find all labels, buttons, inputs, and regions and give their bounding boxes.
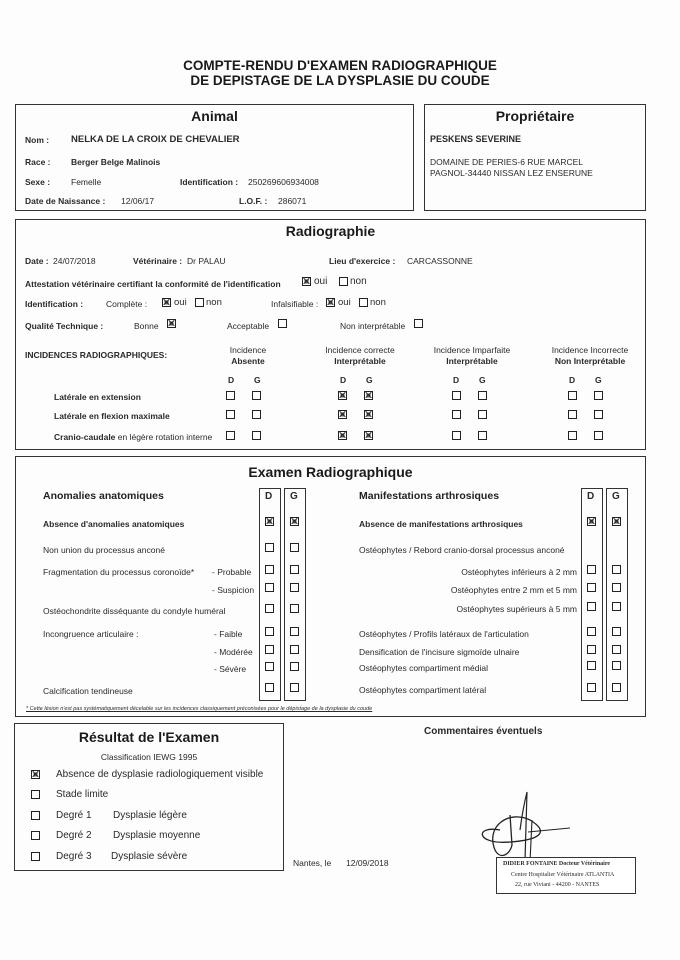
resultat-option-0-label: Absence de dysplasie radiologiquement visible: [56, 769, 264, 780]
arthrosique-3-g-checkbox[interactable]: [612, 583, 621, 592]
attestation-non-label: non: [350, 276, 367, 287]
col-correcte-g: G: [366, 375, 373, 385]
complete-oui-label: oui: [174, 297, 187, 308]
qualite-non-interpretable-checkbox[interactable]: [414, 319, 423, 328]
anomalie-4-g-checkbox[interactable]: [290, 604, 299, 613]
anomalie-label-5: Incongruence articulaire :: [43, 629, 139, 639]
resultat-option-2-label: Dysplasie légère: [113, 810, 187, 821]
col-imparfaite-line1: Incidence Imparfaite: [433, 345, 511, 355]
anomalie-3-g-checkbox[interactable]: [290, 583, 299, 592]
arthrosiques-title: Manifestations arthrosiques: [359, 490, 500, 502]
radiographie-section-title: Radiographie: [285, 223, 376, 239]
attestation-non-checkbox[interactable]: [339, 277, 348, 286]
proprietaire-adresse-line2: PAGNOL-34440 NISSAN LEZ ENSERUNE: [430, 168, 593, 178]
infalsifiable-non-label: non: [370, 297, 386, 308]
incidence-row-1-label: Latérale en extension: [54, 392, 141, 402]
col-absente-d: D: [228, 375, 235, 385]
signature-date: 12/09/2018: [346, 858, 389, 868]
resultat-option-1-checkbox[interactable]: [31, 790, 40, 799]
row1-incorrecte-d-checkbox[interactable]: [568, 391, 577, 400]
date-label: Date :: [25, 256, 49, 266]
row1-correcte-g-checkbox[interactable]: [364, 391, 373, 400]
row2-absente-g-checkbox[interactable]: [252, 410, 261, 419]
arthrosique-0-g-checkbox[interactable]: [612, 517, 621, 526]
col-incorrecte-line1: Incidence Incorrecte: [551, 345, 629, 355]
anomalie-6-d-checkbox[interactable]: [265, 645, 274, 654]
anomalie-label-0: Absence d'anomalies anatomiques: [43, 519, 185, 529]
row3-absente-g-checkbox[interactable]: [252, 431, 261, 440]
anomalie-0-g-checkbox[interactable]: [290, 517, 299, 526]
anomalie-sub-2: - Probable: [212, 567, 252, 577]
proprietaire-section-title: Propriétaire: [495, 108, 575, 124]
row1-imparfaite-d-checkbox[interactable]: [452, 391, 461, 400]
arthrosiques-d-header: D: [587, 491, 595, 502]
anomalie-1-d-checkbox[interactable]: [265, 543, 274, 552]
resultat-option-4-grade: Degré 3: [56, 851, 92, 862]
qualite-label: Qualité Technique :: [25, 321, 104, 331]
col-absente-line1: Incidence: [229, 345, 267, 355]
arthrosique-3-d-checkbox[interactable]: [587, 583, 596, 592]
anomalie-label-4: Ostéochondrite disséquante du condyle huméral: [43, 606, 226, 616]
row2-correcte-d-checkbox[interactable]: [338, 410, 347, 419]
row1-correcte-d-checkbox[interactable]: [338, 391, 347, 400]
col-absente-line2: Absente: [231, 356, 265, 366]
arthrosique-label-3: Ostéophytes entre 2 mm et 5 mm: [450, 585, 577, 595]
row3-incorrecte-d-checkbox[interactable]: [568, 431, 577, 440]
commentaires-title: Commentaires éventuels: [424, 726, 543, 737]
resultat-classification: Classification IEWG 1995: [100, 752, 198, 762]
col-correcte-line2: Interprétable: [334, 356, 386, 366]
proprietaire-section: [424, 104, 646, 211]
col-incorrecte-line2: Non Interprétable: [554, 356, 626, 366]
infalsifiable-non-checkbox[interactable]: [359, 298, 368, 307]
qualite-option-non-interpretable: Non interprétable: [340, 321, 406, 331]
incidence-row-3-label: [54, 432, 212, 442]
anomalie-2-d-checkbox[interactable]: [265, 565, 274, 574]
arthrosique-7-g-checkbox[interactable]: [612, 661, 621, 670]
examen-section: [15, 456, 646, 717]
attestation-oui-label: oui: [314, 276, 328, 287]
attestation-label: Attestation vétérinaire certifiant la conformité de l'identification: [25, 279, 281, 289]
resultat-option-0-checkbox[interactable]: [31, 770, 40, 779]
identification-label: Identification :: [180, 177, 239, 187]
animal-lof: 286071: [278, 196, 307, 206]
arthrosique-4-g-checkbox[interactable]: [612, 602, 621, 611]
row3-imparfaite-d-checkbox[interactable]: [452, 431, 461, 440]
anomalie-label-1: Non union du processus anconé: [43, 545, 165, 555]
incidence-row-3-label-bold: Cranio-caudale: [54, 432, 116, 442]
arthrosique-label-7: Ostéophytes compartiment médial: [359, 663, 488, 673]
arthrosique-0-d-checkbox[interactable]: [587, 517, 596, 526]
anomalies-title: Anomalies anatomiques: [43, 490, 164, 502]
row3-incorrecte-g-checkbox[interactable]: [594, 431, 603, 440]
arthrosique-label-0: Absence de manifestations arthrosiques: [359, 519, 523, 529]
anomalies-d-header: D: [265, 491, 273, 502]
lieu-label: Lieu d'exercice :: [329, 256, 396, 266]
complete-non-label: non: [206, 297, 222, 308]
nom-label: Nom :: [25, 135, 50, 145]
resultat-option-1-label: Stade limite: [56, 789, 109, 800]
proprietaire-nom: PESKENS SEVERINE: [430, 134, 522, 144]
race-label: Race :: [25, 157, 51, 167]
animal-section: [15, 104, 414, 211]
arthrosique-label-1: Ostéophytes / Rebord cranio-dorsal processus anconé: [359, 545, 565, 555]
naissance-label: Date de Naissance :: [25, 196, 106, 206]
incidences-label: INCIDENCES RADIOGRAPHIQUES:: [25, 350, 168, 360]
anomalie-label-8: Calcification tendineuse: [43, 686, 133, 696]
row2-correcte-g-checkbox[interactable]: [364, 410, 373, 419]
col-correcte-d: D: [340, 375, 347, 385]
examen-section-title: Examen Radiographique: [248, 464, 413, 480]
radiographie-veterinaire: Dr PALAU: [187, 256, 226, 266]
resultat-option-4-label: Dysplasie sévère: [111, 851, 188, 862]
animal-identification: 250269606934008: [248, 177, 319, 187]
anomalies-g-header: G: [290, 491, 298, 502]
row2-incorrecte-g-checkbox[interactable]: [594, 410, 603, 419]
stamp-title: Docteur Vétérinaire: [558, 861, 611, 867]
attestation-oui-checkbox[interactable]: [302, 277, 311, 286]
stamp-line1: [503, 861, 610, 867]
anomalie-0-d-checkbox[interactable]: [265, 517, 274, 526]
arthrosique-6-g-checkbox[interactable]: [612, 645, 621, 654]
arthrosique-2-g-checkbox[interactable]: [612, 565, 621, 574]
incidence-row-2-label: Latérale en flexion maximale: [54, 411, 170, 421]
signature-lieu-label: Nantes, le: [293, 858, 332, 868]
arthrosique-5-g-checkbox[interactable]: [612, 627, 621, 636]
row2-incorrecte-d-checkbox[interactable]: [568, 410, 577, 419]
qualite-acceptable-checkbox[interactable]: [278, 319, 287, 328]
col-correcte-line1: Incidence correcte: [325, 345, 395, 355]
arthrosique-label-4: Ostéophytes supérieurs à 5 mm: [456, 604, 577, 614]
resultat-section: [14, 723, 284, 871]
anomalie-6-g-checkbox[interactable]: [290, 645, 299, 654]
animal-nom: NELKA DE LA CROIX DE CHEVALIER: [71, 134, 240, 145]
arthrosique-4-d-checkbox[interactable]: [587, 602, 596, 611]
animal-naissance: 12/06/17: [121, 196, 155, 206]
animal-race: Berger Belge Malinois: [71, 157, 161, 167]
complete-label: Complète :: [106, 299, 148, 309]
anomalie-1-g-checkbox[interactable]: [290, 543, 299, 552]
row2-absente-d-checkbox[interactable]: [226, 410, 235, 419]
arthrosique-6-d-checkbox[interactable]: [587, 645, 596, 654]
resultat-option-2-grade: Degré 1: [56, 810, 92, 821]
incidence-row-3-label-rest: en légère rotation interne: [115, 432, 213, 442]
sexe-label: Sexe :: [25, 177, 51, 187]
animal-section-title: Animal: [191, 108, 238, 124]
lof-label: L.O.F. :: [239, 196, 268, 206]
identification-radio-label: Identification :: [25, 299, 84, 309]
row3-correcte-g-checkbox[interactable]: [364, 431, 373, 440]
anomalie-7-g-checkbox[interactable]: [290, 662, 299, 671]
col-imparfaite-g: G: [479, 375, 486, 385]
stamp-line3: 22, rue Viviani - 44200 - NANTES: [515, 882, 600, 888]
anomalie-4-d-checkbox[interactable]: [265, 604, 274, 613]
veterinaire-label: Vétérinaire :: [133, 256, 183, 266]
resultat-option-3-checkbox[interactable]: [31, 831, 40, 840]
row1-incorrecte-g-checkbox[interactable]: [594, 391, 603, 400]
arthrosique-label-6: Densification de l'incisure sigmoïde ulnaire: [359, 647, 520, 657]
arthrosique-label-2: Ostéophytes inférieurs à 2 mm: [461, 567, 577, 577]
qualite-option-acceptable: Acceptable: [227, 321, 270, 331]
radiographie-section: [15, 219, 646, 450]
anomalie-7-d-checkbox[interactable]: [265, 662, 274, 671]
resultat-option-3-label: Dysplasie moyenne: [113, 830, 201, 841]
document-title-line1: COMPTE-RENDU D'EXAMEN RADIOGRAPHIQUE: [183, 58, 497, 73]
row2-imparfaite-g-checkbox[interactable]: [478, 410, 487, 419]
resultat-option-3-grade: Degré 2: [56, 830, 92, 841]
anomalie-sub-5: - Faible: [214, 629, 243, 639]
animal-sexe: Femelle: [71, 177, 102, 187]
anomalie-8-d-checkbox[interactable]: [265, 683, 274, 692]
arthrosique-label-8: Ostéophytes compartiment latéral: [359, 685, 487, 695]
anomalie-2-g-checkbox[interactable]: [290, 565, 299, 574]
arthrosique-5-d-checkbox[interactable]: [587, 627, 596, 636]
arthrosique-7-d-checkbox[interactable]: [587, 661, 596, 670]
anomalie-sub-3: - Suspicion: [212, 585, 255, 595]
row1-absente-g-checkbox[interactable]: [252, 391, 261, 400]
anomalie-sub-6: - Modérée: [214, 647, 253, 657]
resultat-option-2-checkbox[interactable]: [31, 811, 40, 820]
arthrosique-label-5: Ostéophytes / Profils latéraux de l'articulation: [359, 629, 529, 639]
col-absente-g: G: [254, 375, 261, 385]
col-incorrecte-d: D: [569, 375, 576, 385]
examen-footnote: * Cette lésion n'est pas systématiquement décelable sur les incidences classiquement préconisées pour le dépistage de la dysplasie du coude: [26, 706, 373, 712]
arthrosique-8-d-checkbox[interactable]: [587, 683, 596, 692]
anomalie-5-g-checkbox[interactable]: [290, 627, 299, 636]
qualite-bonne-checkbox[interactable]: [167, 319, 176, 328]
qualite-option-bonne: Bonne: [134, 321, 159, 331]
anomalie-label-2: Fragmentation du processus coronoïde*: [43, 567, 195, 577]
radiographie-lieu: CARCASSONNE: [407, 256, 473, 266]
document-title-line2: DE DEPISTAGE DE LA DYSPLASIE DU COUDE: [190, 73, 490, 88]
stamp-name: DIDIER FONTAINE: [503, 861, 558, 867]
anomalie-3-d-checkbox[interactable]: [265, 583, 274, 592]
row3-correcte-d-checkbox[interactable]: [338, 431, 347, 440]
anomalie-5-d-checkbox[interactable]: [265, 627, 274, 636]
anomalie-sub-7: - Sévère: [214, 664, 247, 674]
row3-imparfaite-g-checkbox[interactable]: [478, 431, 487, 440]
row2-imparfaite-d-checkbox[interactable]: [452, 410, 461, 419]
proprietaire-adresse-line1: DOMAINE DE PERIES-6 RUE MARCEL: [430, 157, 584, 167]
infalsifiable-oui-checkbox[interactable]: [326, 298, 335, 307]
infalsifiable-oui-label: oui: [338, 297, 351, 308]
arthrosique-8-g-checkbox[interactable]: [612, 683, 621, 692]
veterinaire-stamp: [496, 857, 636, 894]
radiographie-date: 24/07/2018: [53, 256, 96, 266]
arthrosiques-g-header: G: [612, 491, 620, 502]
arthrosique-2-d-checkbox[interactable]: [587, 565, 596, 574]
col-imparfaite-d: D: [453, 375, 460, 385]
resultat-section-title: Résultat de l'Examen: [78, 729, 220, 745]
stamp-line2: Centre Hospitalier Vétérinaire ATLANTIA: [511, 872, 615, 878]
anomalie-8-g-checkbox[interactable]: [290, 683, 299, 692]
row1-imparfaite-g-checkbox[interactable]: [478, 391, 487, 400]
row3-absente-d-checkbox[interactable]: [226, 431, 235, 440]
complete-oui-checkbox[interactable]: [162, 298, 171, 307]
row1-absente-d-checkbox[interactable]: [226, 391, 235, 400]
resultat-option-4-checkbox[interactable]: [31, 852, 40, 861]
complete-non-checkbox[interactable]: [195, 298, 204, 307]
col-imparfaite-line2: Interprétable: [446, 356, 498, 366]
infalsifiable-label: Infalsifiable :: [271, 299, 319, 309]
col-incorrecte-g: G: [595, 375, 602, 385]
